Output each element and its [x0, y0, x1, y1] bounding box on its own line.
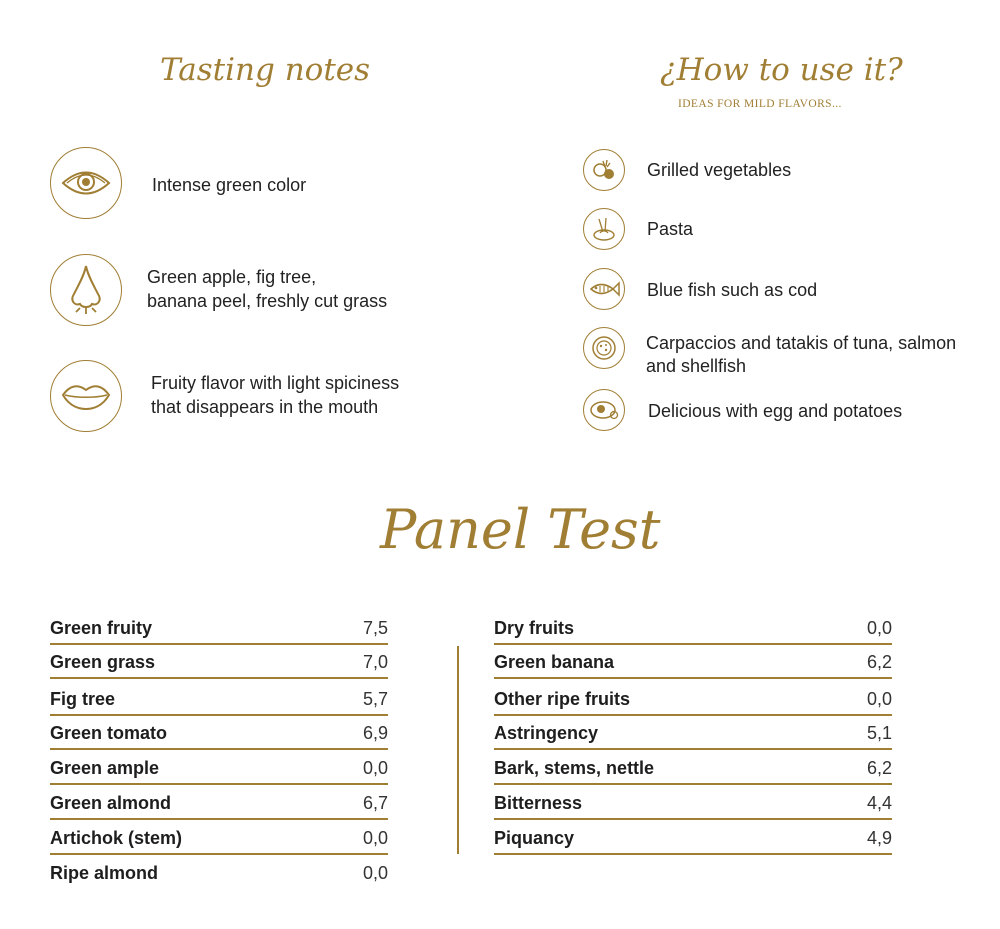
panel-row-label: Ripe almond	[50, 863, 159, 883]
use-pasta-text: Pasta	[647, 219, 694, 239]
panel-row-value: 0,0	[362, 863, 388, 883]
panel-row-rule	[50, 783, 388, 785]
panel-row	[50, 613, 388, 643]
use-carpaccio-line-2: and shellfish	[646, 356, 747, 376]
panel-row-value: 5,1	[866, 723, 892, 743]
panel-row-label: Green fruity	[50, 618, 153, 638]
use-carpaccio-line-1: Carpaccios and tatakis of tuna, salmon	[646, 333, 957, 353]
panel-row	[494, 788, 892, 818]
panel-row-value: 6,7	[362, 793, 388, 813]
nose-icon	[50, 254, 122, 326]
panel-row-rule	[50, 748, 388, 750]
egg-icon	[583, 389, 625, 431]
panel-column-divider	[457, 646, 459, 854]
lips-icon	[50, 360, 122, 432]
panel-row-value: 4,9	[866, 828, 892, 848]
panel-row-label: Green tomato	[50, 723, 168, 743]
panel-row-value: 0,0	[866, 689, 892, 709]
panel-row-rule	[494, 748, 892, 750]
panel-row-rule	[50, 677, 388, 679]
panel-row-label: Piquancy	[494, 828, 575, 848]
panel-row	[50, 823, 388, 853]
panel-row	[494, 684, 892, 714]
panel-row-label: Other ripe fruits	[494, 689, 631, 709]
use-vegetables-text: Grilled vegetables	[647, 160, 792, 180]
panel-row-rule	[494, 714, 892, 716]
panel-row-label: Green ample	[50, 758, 160, 778]
how-to-use-title: ¿How to use it?	[660, 52, 903, 88]
panel-row-label: Bitterness	[494, 793, 583, 813]
use-carpaccio-text	[646, 332, 956, 378]
panel-row-rule	[50, 818, 388, 820]
carpaccio-icon	[583, 327, 625, 369]
tasting-lips-line-1: Fruity flavor with light spiciness	[151, 373, 400, 393]
pasta-icon	[583, 208, 625, 250]
tasting-lips-text	[151, 371, 399, 419]
eye-icon	[50, 147, 122, 219]
panel-row-label: Artichok (stem)	[50, 828, 183, 848]
tasting-eye-text: Intense green color	[152, 175, 307, 195]
panel-row-rule	[50, 714, 388, 716]
panel-row	[494, 647, 892, 677]
vegetables-icon	[583, 149, 625, 191]
panel-row-label: Astringency	[494, 723, 599, 743]
panel-row-value: 6,2	[866, 758, 892, 778]
tasting-nose-line-1: Green apple, fig tree,	[147, 267, 317, 287]
panel-row-value: 0,0	[362, 828, 388, 848]
panel-row-value: 6,9	[362, 723, 388, 743]
panel-row	[494, 823, 892, 853]
panel-row	[50, 647, 388, 677]
panel-row	[494, 613, 892, 643]
panel-row-label: Fig tree	[50, 689, 116, 709]
panel-row-value: 7,0	[362, 652, 388, 672]
panel-row	[50, 684, 388, 714]
panel-row	[50, 788, 388, 818]
panel-row	[50, 753, 388, 783]
panel-row-label: Dry fruits	[494, 618, 575, 638]
panel-row-label: Bark, stems, nettle	[494, 758, 655, 778]
panel-row	[50, 718, 388, 748]
use-egg-text: Delicious with egg and potatoes	[648, 401, 903, 421]
use-fish-text: Blue fish such as cod	[647, 280, 818, 300]
panel-row	[50, 858, 388, 888]
panel-row-label: Green banana	[494, 652, 615, 672]
how-to-use-subtitle: IDEAS FOR MILD FLAVORS...	[678, 98, 842, 110]
tasting-notes-title: Tasting notes	[160, 52, 371, 88]
panel-row-value: 4,4	[866, 793, 892, 813]
panel-row-rule	[494, 677, 892, 679]
panel-row-rule	[50, 853, 388, 855]
panel-row-rule	[494, 783, 892, 785]
panel-row-rule	[494, 818, 892, 820]
panel-row-rule	[494, 643, 892, 645]
panel-row	[494, 753, 892, 783]
panel-row-value: 0,0	[362, 758, 388, 778]
panel-test-title: Panel Test	[380, 498, 661, 561]
tasting-nose-line-2: banana peel, freshly cut grass	[147, 291, 388, 311]
panel-row-label: Green grass	[50, 652, 156, 672]
panel-row-rule	[494, 853, 892, 855]
fish-icon	[583, 268, 625, 310]
panel-row	[494, 718, 892, 748]
panel-row-value: 7,5	[362, 618, 388, 638]
panel-row-value: 6,2	[866, 652, 892, 672]
tasting-lips-line-2: that disappears in the mouth	[151, 397, 379, 417]
tasting-nose-text	[147, 265, 387, 313]
panel-row-label: Green almond	[50, 793, 172, 813]
panel-row-rule	[50, 643, 388, 645]
panel-row-value: 5,7	[362, 689, 388, 709]
panel-row-value: 0,0	[866, 618, 892, 638]
